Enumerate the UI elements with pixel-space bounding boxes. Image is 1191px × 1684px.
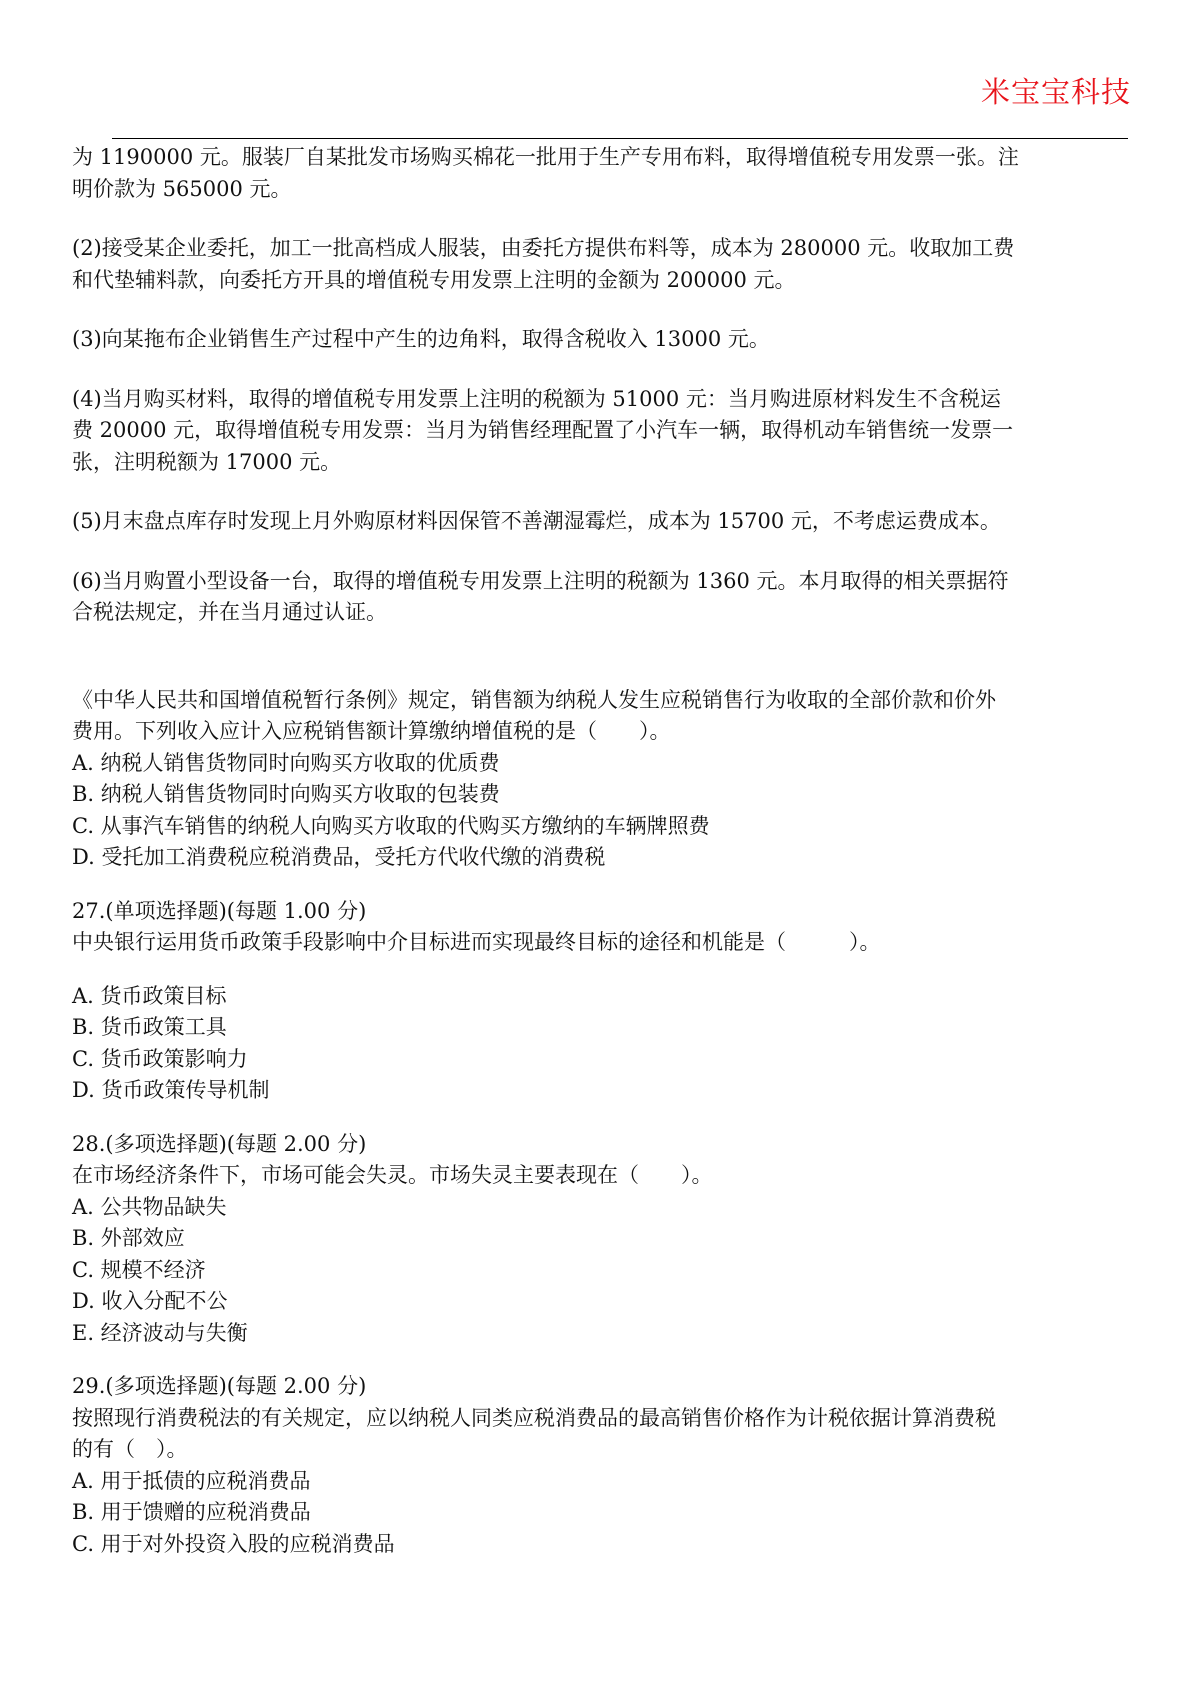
brand-logo-text: 米宝宝科技 xyxy=(980,75,1131,109)
option-a: A. 公共物品缺失 xyxy=(72,1194,227,1219)
option-b: B. 货币政策工具 xyxy=(72,1015,227,1039)
header-divider xyxy=(112,138,1128,139)
option-c: C. 规模不经济 xyxy=(72,1257,206,1282)
option-a: A. 纳税人销售货物同时向购买方收取的优质费 xyxy=(72,750,500,775)
text-line: 为 1190000 元。服装厂自某批发市场购买棉花一批用于生产专用布料，取得增值税专用发票一张。注 xyxy=(72,145,1019,169)
text-line: 张，注明税额为 17000 元。 xyxy=(72,449,342,474)
option-d: D. 收入分配不公 xyxy=(72,1289,228,1313)
item-4-paragraph xyxy=(72,384,1122,479)
text-line: 和代垫辅料款，向委托方开具的增值税专用发票上注明的金额为 200000 元。 xyxy=(72,267,796,292)
option-a: A. 用于抵债的应税消费品 xyxy=(72,1468,311,1493)
question-stem: 《中华人民共和国增值税暂行条例》规定，销售额为纳税人发生应税销售行为收取的全部价款和价外 xyxy=(72,687,996,712)
option-d: D. 货币政策传导机制 xyxy=(72,1078,270,1102)
question-heading: 27.(单项选择题)(每题 1.00 分) xyxy=(72,898,367,923)
question-stem: 按照现行消费税法的有关规定，应以纳税人同类应税消费品的最高销售价格作为计税依据计算消费税 xyxy=(72,1405,996,1430)
text-line: 费 20000 元，取得增值税专用发票：当月为销售经理配置了小汽车一辆，取得机动车销售统一发票一 xyxy=(72,418,1014,442)
text-line: (6)当月购置小型设备一台，取得的增值税专用发票上注明的税额为 1360 元。本月取得的相关票据符 xyxy=(72,568,1009,593)
option-e: E. 经济波动与失衡 xyxy=(72,1320,248,1345)
text-line: 明价款为 565000 元。 xyxy=(72,176,292,201)
option-b: B. 纳税人销售货物同时向购买方收取的包装费 xyxy=(72,782,500,806)
option-b: B. 外部效应 xyxy=(72,1226,185,1250)
question-27 xyxy=(72,896,1122,1107)
option-d: D. 受托加工消费税应税消费品，受托方代收代缴的消费税 xyxy=(72,845,606,869)
text-line: 合税法规定，并在当月通过认证。 xyxy=(72,600,387,624)
question-heading: 28.(多项选择题)(每题 2.00 分) xyxy=(72,1131,367,1156)
document-body xyxy=(72,142,1122,1560)
text-line: (2)接受某企业委托，加工一批高档成人服装，由委托方提供布料等，成本为 280000 元。收取加工费 xyxy=(72,236,1015,260)
intro-paragraph xyxy=(72,142,1122,205)
item-6-paragraph xyxy=(72,566,1122,629)
question-stem: 在市场经济条件下，市场可能会失灵。市场失灵主要表现在（ ）。 xyxy=(72,1163,713,1187)
option-a: A. 货币政策目标 xyxy=(72,983,227,1008)
text-line: (5)月末盘点库存时发现上月外购原材料因保管不善潮湿霉烂，成本为 15700 元，不考虑运费成本。 xyxy=(72,509,1001,533)
item-2-paragraph xyxy=(72,233,1122,296)
question-26 xyxy=(72,685,1122,874)
question-29 xyxy=(72,1371,1122,1560)
question-stem: 的有（ ）。 xyxy=(72,1437,188,1461)
text-line: (3)向某拖布企业销售生产过程中产生的边角料，取得含税收入 13000 元。 xyxy=(72,327,770,351)
option-c: C. 货币政策影响力 xyxy=(72,1046,248,1071)
question-heading: 29.(多项选择题)(每题 2.00 分) xyxy=(72,1374,367,1398)
option-b: B. 用于馈赠的应税消费品 xyxy=(72,1500,311,1524)
question-stem: 费用。下列收入应计入应税销售额计算缴纳增值税的是（ ）。 xyxy=(72,719,671,743)
question-stem: 中央银行运用货币政策手段影响中介目标进而实现最终目标的途径和机能是（ ）。 xyxy=(72,930,881,954)
option-c: C. 用于对外投资入股的应税消费品 xyxy=(72,1531,395,1556)
option-c: C. 从事汽车销售的纳税人向购买方收取的代购买方缴纳的车辆牌照费 xyxy=(72,813,710,838)
text-line: (4)当月购买材料，取得的增值税专用发票上注明的税额为 51000 元：当月购进原材料发生不含税运 xyxy=(72,386,1001,411)
item-5-paragraph xyxy=(72,506,1122,538)
item-3-paragraph xyxy=(72,324,1122,356)
question-28 xyxy=(72,1129,1122,1350)
